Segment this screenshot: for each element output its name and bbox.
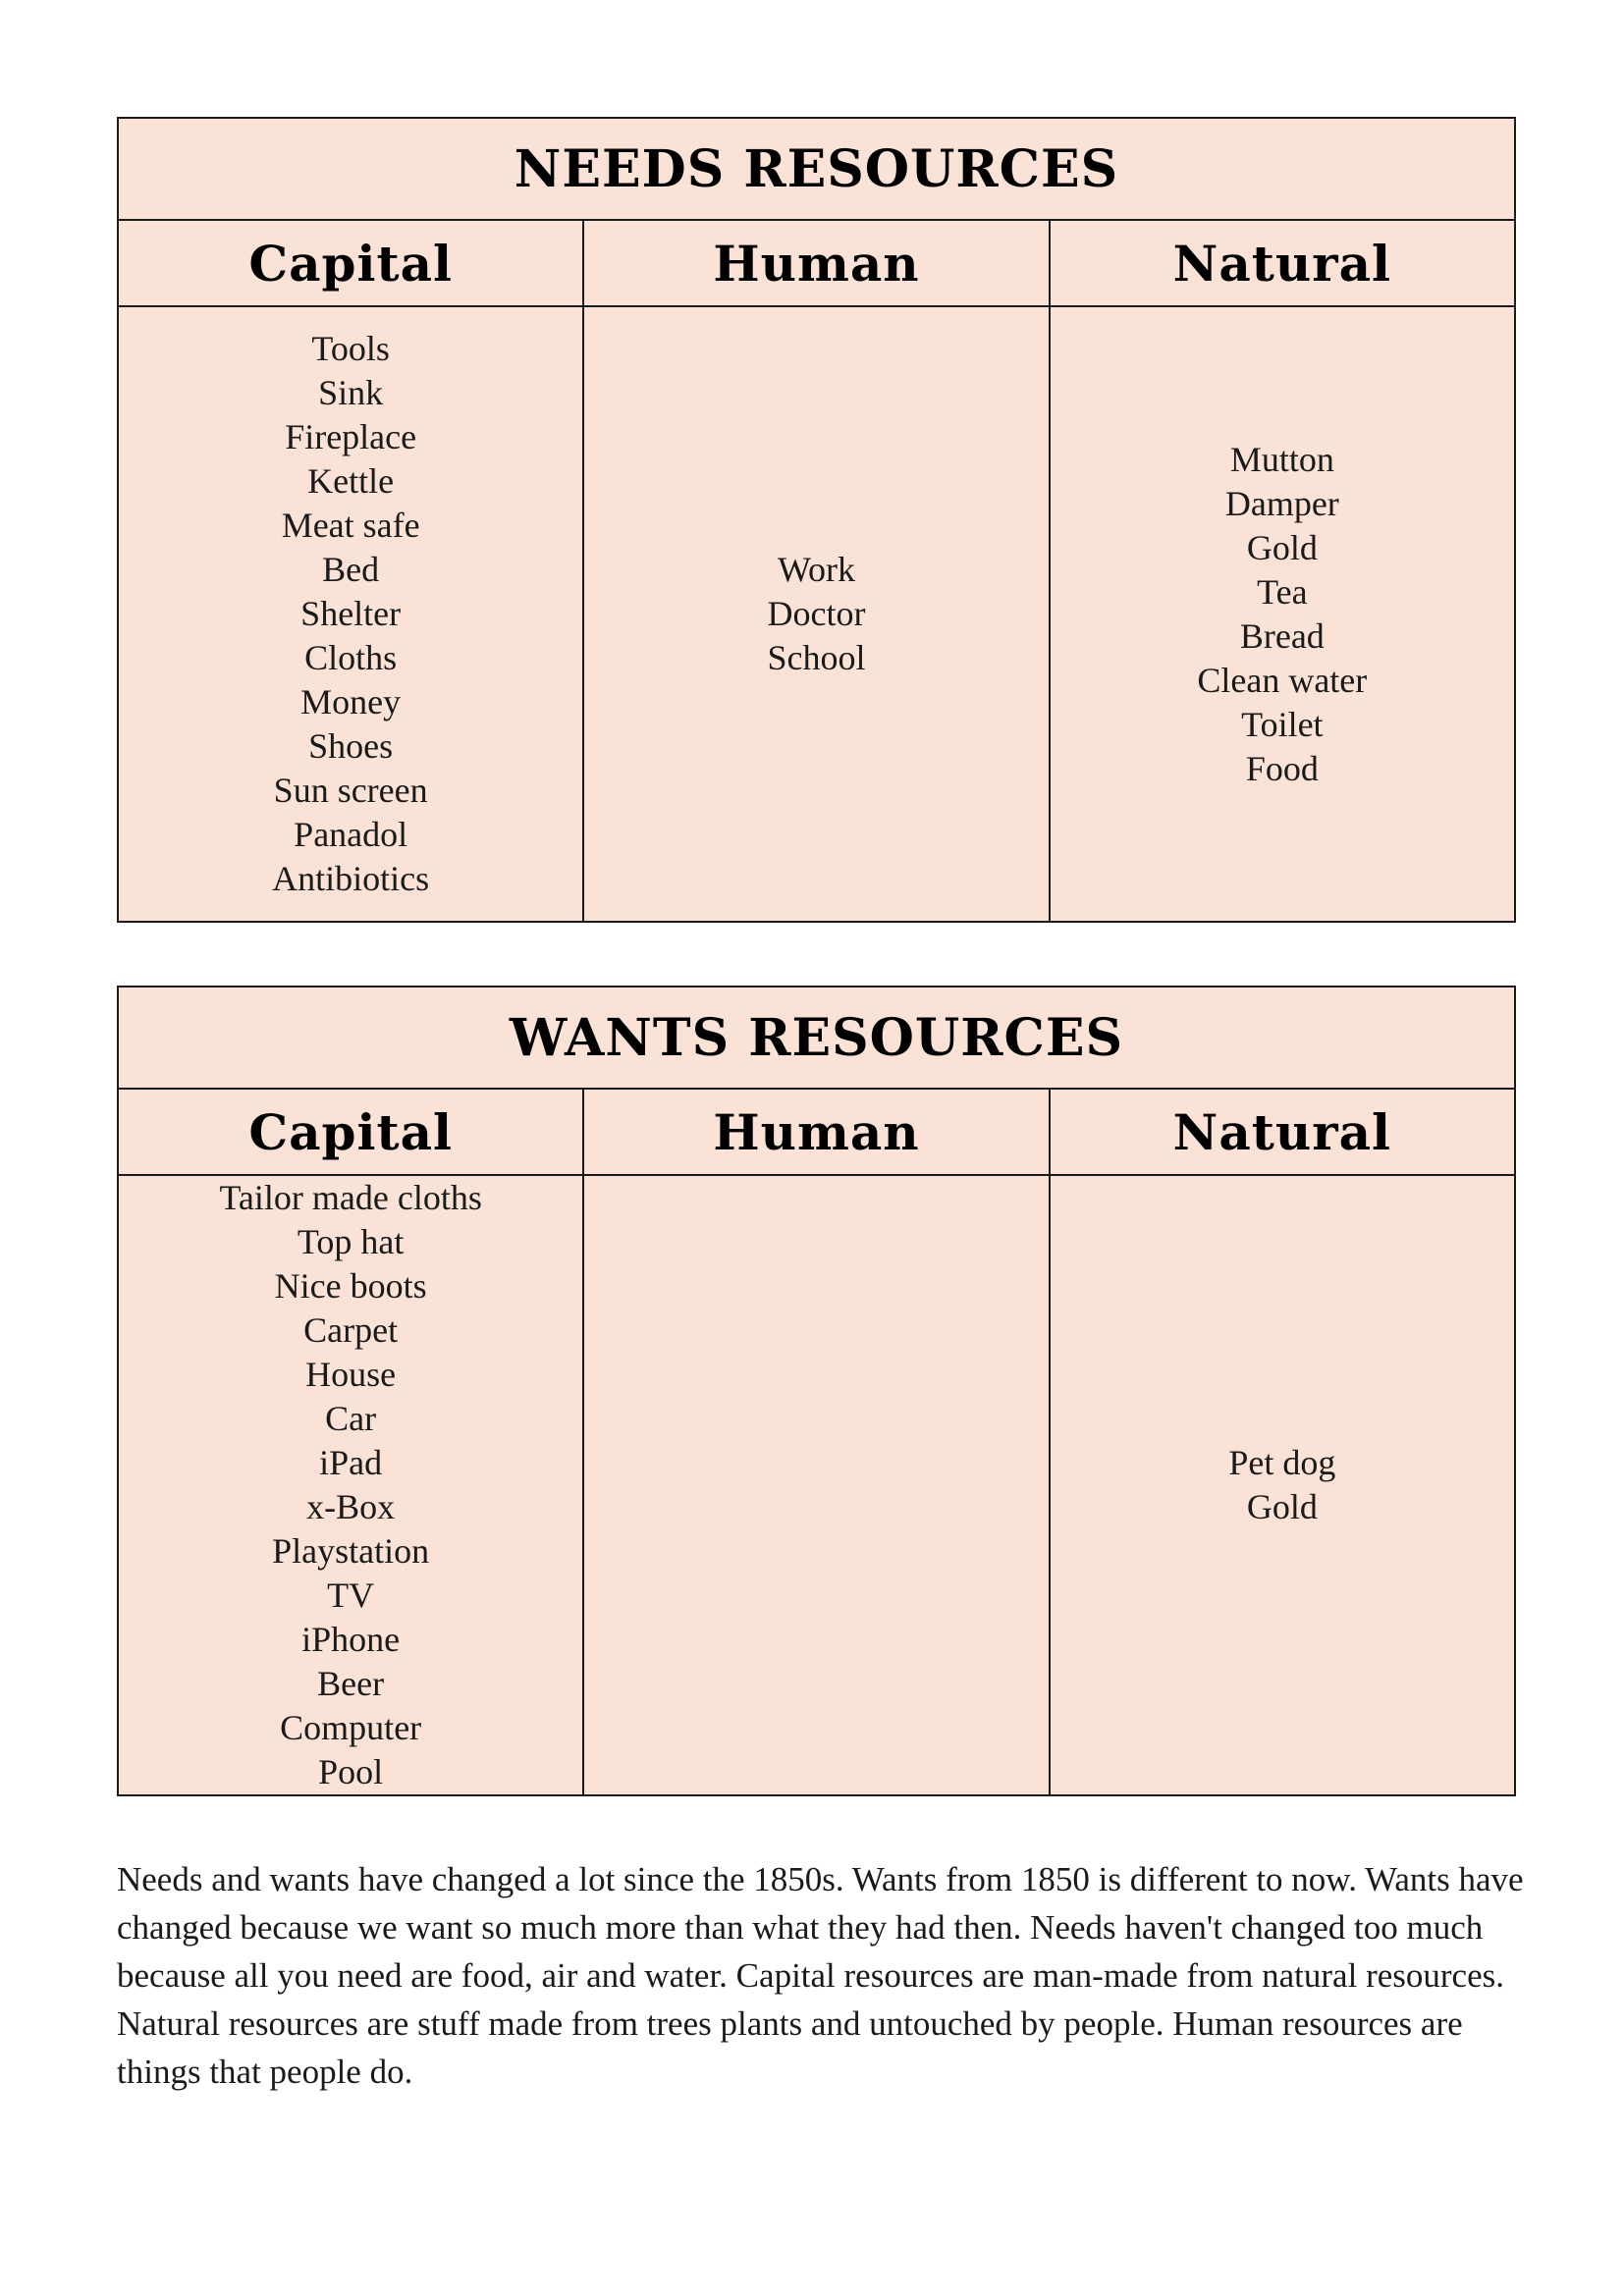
needs-natural-item: Damper <box>1224 483 1339 523</box>
needs-natural-item: Mutton <box>1229 439 1334 479</box>
needs-capital-item: Panadol <box>294 815 408 854</box>
wants-header-human: Human <box>583 1089 1049 1175</box>
needs-capital-item: Sun screen <box>273 771 428 810</box>
wants-human-cell <box>583 1175 1049 1795</box>
wants-table-title: WANTS RESOURCES <box>118 987 1515 1089</box>
needs-natural-item: Tea <box>1257 571 1308 612</box>
wants-capital-item: House <box>305 1355 397 1394</box>
needs-natural-item: Clean water <box>1197 660 1368 700</box>
needs-capital-item: Fireplace <box>285 417 417 456</box>
wants-capital-item: Nice boots <box>274 1266 427 1306</box>
needs-human-item: Work <box>777 550 856 589</box>
needs-natural-item: Toilet <box>1241 704 1324 744</box>
wants-header-natural: Natural <box>1050 1089 1515 1175</box>
needs-human-list <box>584 548 1048 680</box>
wants-capital-list <box>119 1176 582 1794</box>
needs-capital-item: Tools <box>311 329 390 368</box>
needs-natural-item: Bread <box>1239 615 1325 656</box>
needs-natural-item: Food <box>1245 748 1319 788</box>
needs-natural-list <box>1051 438 1514 791</box>
wants-capital-item: Playstation <box>272 1531 430 1571</box>
wants-capital-item: Computer <box>280 1708 422 1747</box>
wants-capital-item: Pool <box>318 1752 384 1791</box>
wants-natural-item: Gold <box>1246 1487 1318 1526</box>
needs-capital-item: Sink <box>318 373 384 412</box>
needs-capital-item: Meat safe <box>281 506 420 545</box>
wants-capital-cell <box>118 1175 583 1795</box>
needs-human-cell <box>583 306 1049 922</box>
wants-capital-item: Tailor made cloths <box>219 1178 482 1217</box>
wants-capital-item: Top hat <box>297 1222 405 1261</box>
needs-human-item: School <box>767 638 866 677</box>
needs-capital-item: Kettle <box>307 461 395 501</box>
wants-natural-list <box>1051 1441 1514 1529</box>
wants-capital-item: iPhone <box>301 1620 401 1659</box>
wants-capital-item: Carpet <box>303 1310 399 1350</box>
needs-natural-item: Gold <box>1246 527 1318 567</box>
needs-resources-table <box>117 117 1516 923</box>
wants-resources-table <box>117 986 1516 1796</box>
needs-header-human: Human <box>583 220 1049 306</box>
needs-header-natural: Natural <box>1050 220 1515 306</box>
needs-capital-item: Money <box>300 682 402 721</box>
wants-capital-item: x-Box <box>306 1487 396 1526</box>
wants-header-capital: Capital <box>118 1089 583 1175</box>
needs-human-item: Doctor <box>767 594 866 633</box>
wants-natural-item: Pet dog <box>1228 1443 1336 1482</box>
needs-capital-item: Shelter <box>300 594 402 633</box>
needs-capital-item: Shoes <box>308 726 394 766</box>
wants-capital-item: iPad <box>319 1443 383 1482</box>
needs-capital-cell <box>118 306 583 922</box>
needs-natural-cell <box>1050 306 1515 922</box>
needs-capital-list <box>119 327 582 901</box>
needs-capital-item: Bed <box>322 550 380 589</box>
needs-capital-item: Cloths <box>304 638 398 677</box>
needs-table-title: NEEDS RESOURCES <box>118 118 1515 220</box>
needs-capital-item: Antibiotics <box>272 859 430 898</box>
wants-capital-item: Beer <box>317 1664 385 1703</box>
wants-capital-item: TV <box>327 1575 375 1615</box>
wants-natural-cell <box>1050 1175 1515 1795</box>
needs-header-capital: Capital <box>118 220 583 306</box>
summary-paragraph: Needs and wants have changed a lot since the 1850s. Wants from 1850 is different to now. Wants have changed because we want so much more than what they had then. Needs haven't changed too much because all you need are food, air and water. Capital resources are man-made from natural resources. Natural resources are stuff made from trees plants and untouched by people. Human resources are things that people do. <box>117 1860 1524 2091</box>
wants-capital-item: Car <box>325 1399 377 1438</box>
